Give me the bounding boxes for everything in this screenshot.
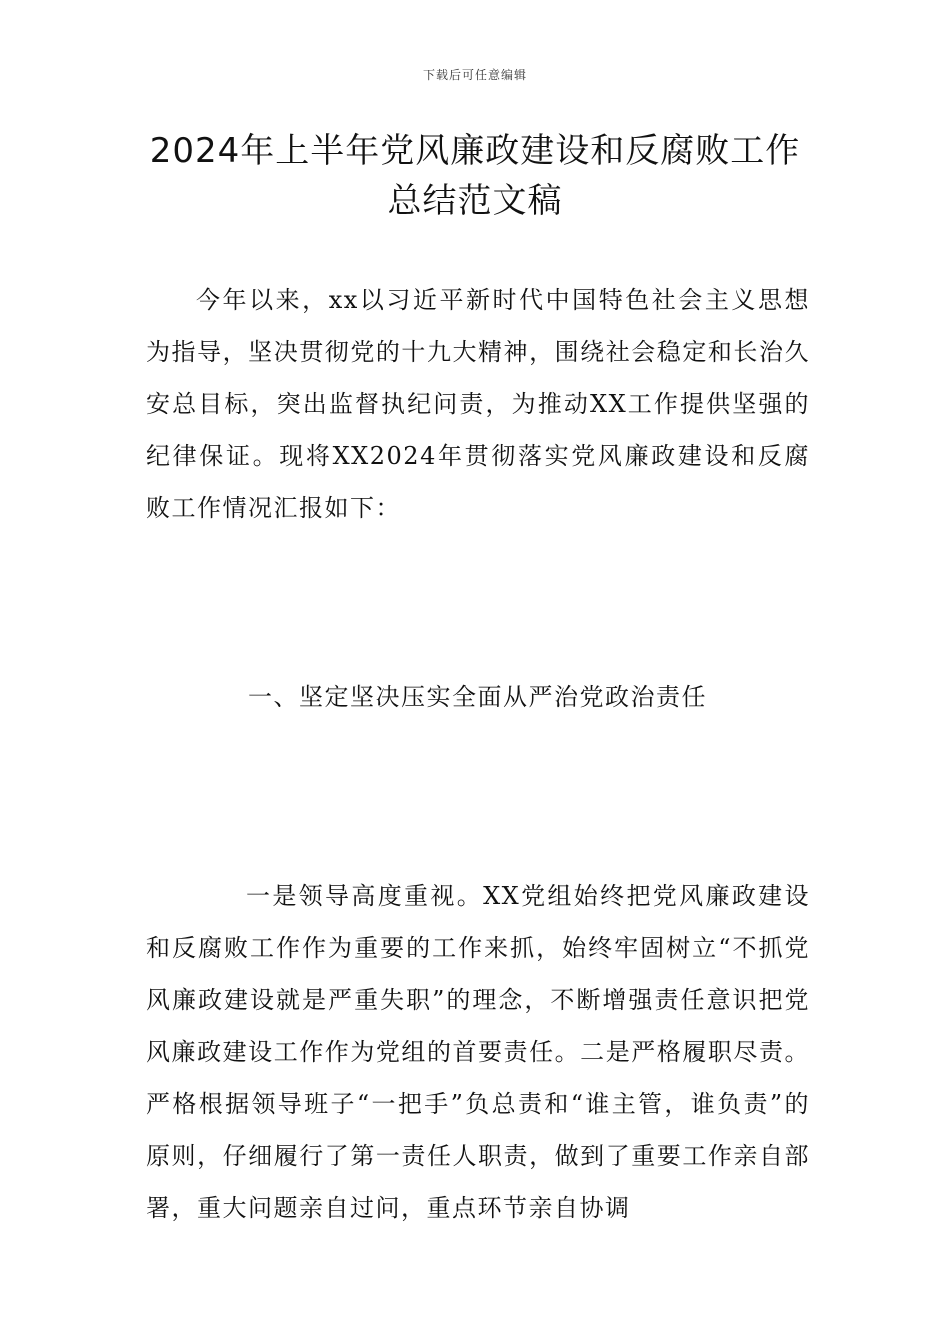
document-title [120, 126, 830, 226]
title-line-1: 2024年上半年党风廉政建设和反腐败工作 [149, 131, 801, 171]
header-note: 下载后可任意编辑 [422, 68, 527, 82]
intro-paragraph: 今年以来，xx以习近平新时代中国特色社会主义思想为指导，坚决贯彻党的十九大精神，围绕社会稳定和长治久安总目标，突出监督执纪问责，为推动XX工作提供坚强的纪律保证。现将XX2024年贯彻落实党风廉政建设和反腐败工作情况汇报如下： [146, 286, 810, 522]
section-1-paragraph: 一是领导高度重视。XX党组始终把党风廉政建设和反腐败工作作为重要的工作来抓，始终牢固树立“不抓党风廉政建设就是严重失职”的理念，不断增强责任意识把党风廉政建设工作作为党组的首要责任。二是严格履职尽责。严格根据领导班子“一把手”负总责和“谁主管，谁负责”的原则，仔细履行了第一责任人职责，做到了重要工作亲自部署，重大问题亲自过问，重点环节亲自协调 [146, 882, 810, 1222]
section-heading-1: 一、坚定坚决压实全面从严治党政治责任 [248, 683, 707, 711]
title-line-2: 总结范文稿 [387, 181, 563, 221]
